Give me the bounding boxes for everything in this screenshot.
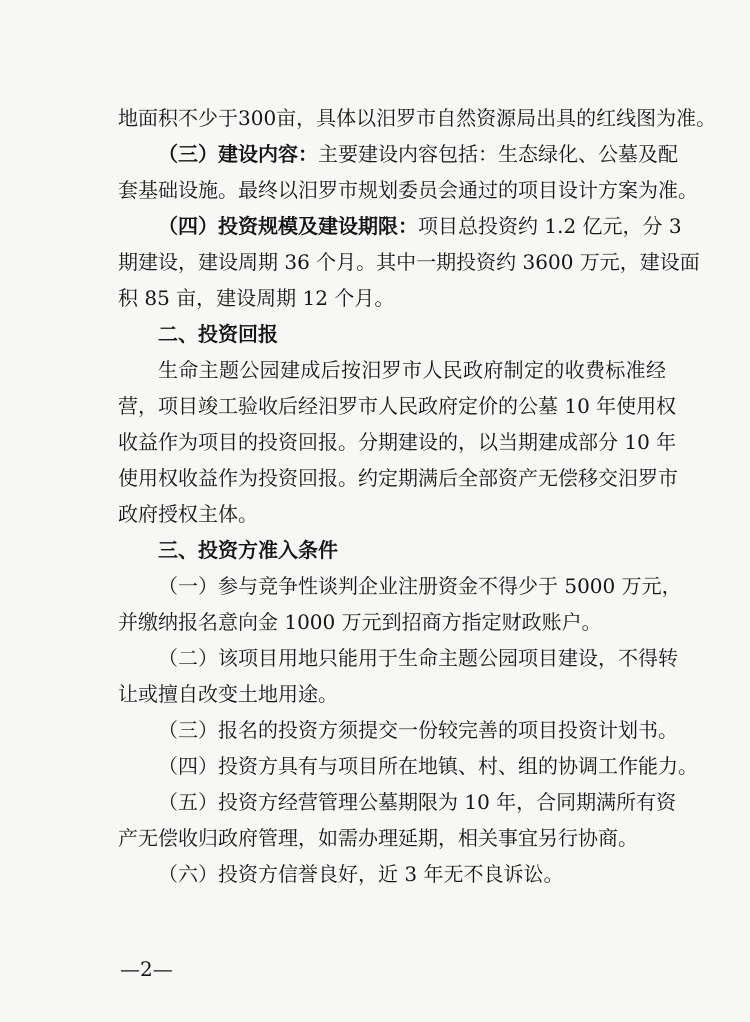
condition-line-8: 产无偿收归政府管理，如需办理延期，相关事宜另行协商。 — [118, 826, 638, 850]
paragraph-line-1: 地面积不少于300亩，具体以汨罗市自然资源局出具的红线图为准。 — [118, 106, 717, 130]
paragraph-line-8: 生命主题公园建成后按汨罗市人民政府制定的收费标准经 — [158, 358, 666, 382]
page-number: —2— — [120, 957, 173, 981]
paragraph-line-3: 套基础设施。最终以汨罗市规划委员会通过的项目设计方案为准。 — [118, 178, 698, 202]
paragraph-line-2 — [118, 136, 678, 172]
condition-line-7: （五）投资方经营管理公墓期限为 10 年，合同期满所有资 — [158, 790, 677, 814]
investment-scale-label: （四）投资规模及建设期限： — [158, 214, 418, 238]
section-title-investment-return: 二、投资回报 — [158, 322, 278, 346]
section-title-investor-conditions: 三、投资方准入条件 — [158, 538, 338, 562]
document-body — [118, 100, 717, 892]
paragraph-line-5: 期建设，建设周期 36 个月。其中一期投资约 3600 万元，建设面 — [118, 250, 700, 274]
construction-content-label: （三）建设内容： — [158, 142, 318, 166]
paragraph-line-10: 收益作为项目的投资回报。分期建设的，以当期建成部分 10 年 — [118, 430, 677, 454]
condition-line-2: 并缴纳报名意向金 1000 万元到招商方指定财政账户。 — [118, 610, 602, 634]
condition-line-5: （三）报名的投资方须提交一份较完善的项目投资计划书。 — [158, 718, 678, 742]
paragraph-line-4 — [118, 208, 682, 244]
condition-line-1: （一）参与竞争性谈判企业注册资金不得少于 5000 万元， — [158, 574, 682, 598]
paragraph-line-9: 营，项目竣工验收后经汨罗市人民政府定价的公墓 10 年使用权 — [118, 394, 677, 418]
condition-line-4: 让或擅自改变土地用途。 — [118, 682, 338, 706]
paragraph-line-11: 使用权收益作为投资回报。约定期满后全部资产无偿移交汨罗市 — [118, 466, 678, 490]
condition-line-6: （四）投资方具有与项目所在地镇、村、组的协调工作能力。 — [158, 754, 698, 778]
investment-scale-text: 项目总投资约 1.2 亿元，分 3 — [418, 214, 682, 238]
paragraph-line-12: 政府授权主体。 — [118, 502, 258, 526]
construction-content-text: 主要建设内容包括：生态绿化、公墓及配 — [318, 142, 678, 166]
condition-line-9: （六）投资方信誉良好，近 3 年无不良诉讼。 — [158, 862, 564, 886]
paragraph-line-6: 积 85 亩，建设周期 12 个月。 — [118, 286, 395, 310]
condition-line-3: （二）该项目用地只能用于生命主题公园项目建设，不得转 — [158, 646, 678, 670]
